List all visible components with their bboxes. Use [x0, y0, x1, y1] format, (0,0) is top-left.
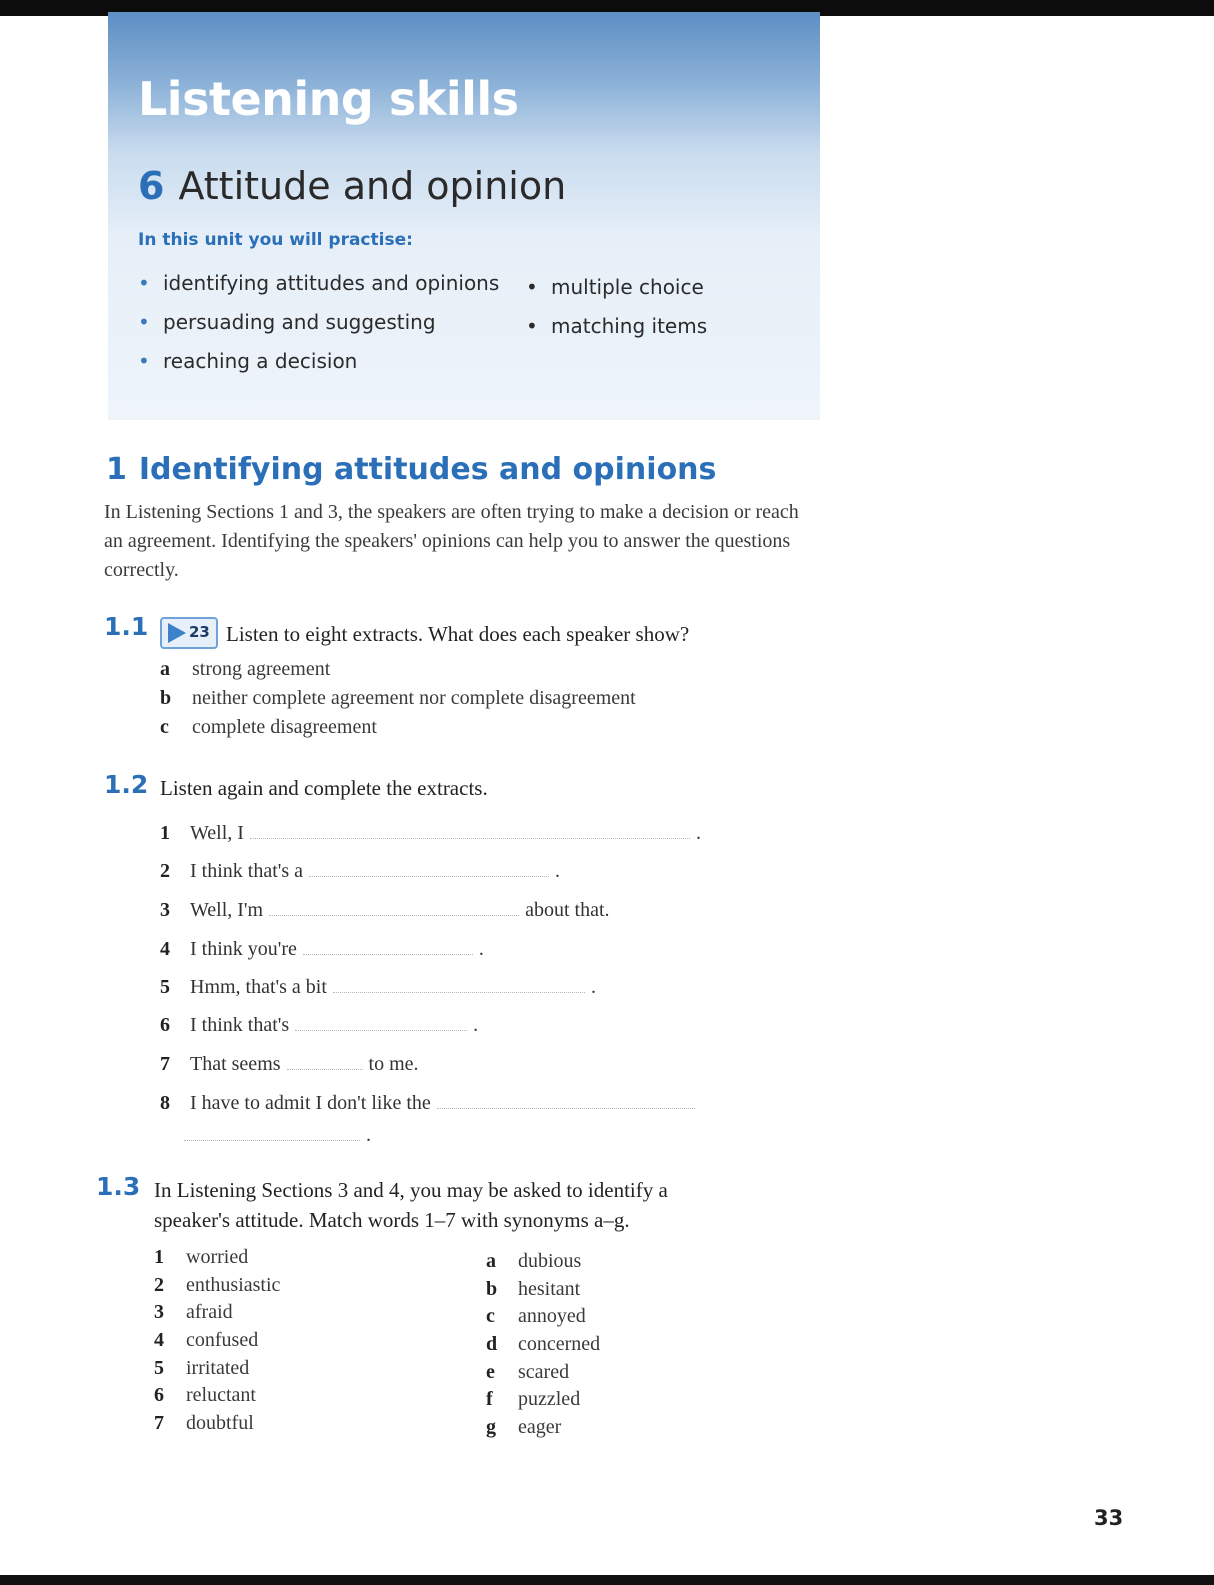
- list-item: b neither complete agreement nor complete disagreement: [160, 687, 636, 709]
- answer-blank[interactable]: [309, 858, 549, 877]
- section-heading: [106, 452, 716, 487]
- list-item: 4 confused: [154, 1329, 259, 1352]
- exercise-number-1-3: 1.3: [96, 1172, 141, 1201]
- practise-list-left: [138, 270, 499, 387]
- list-item: • reaching a decision: [138, 349, 358, 373]
- gap-fill-item: 6 I think that's .: [160, 1014, 479, 1036]
- bullet-icon: •: [138, 349, 150, 373]
- section-title: Identifying attitudes and opinions: [138, 452, 717, 487]
- list-item: f puzzled: [486, 1388, 581, 1411]
- answer-blank[interactable]: [287, 1051, 363, 1070]
- list-item: 3 afraid: [154, 1301, 233, 1324]
- list-item: d concerned: [486, 1333, 601, 1356]
- unit-title: [138, 164, 566, 208]
- gap-fill-item: 8 I have to admit I don't like the: [160, 1090, 701, 1115]
- answer-blank[interactable]: [250, 820, 690, 839]
- exercise-number-1-2: 1.2: [104, 770, 149, 799]
- section-intro: In Listening Sections 1 and 3, the speakers are often trying to make a decision or reach an agreement. Identifying the speakers' opinions can help you to answer the questions correctly.: [104, 501, 799, 581]
- bullet-icon: •: [526, 275, 538, 299]
- synonym-list: [486, 1248, 600, 1442]
- list-item: • persuading and suggesting: [138, 310, 436, 334]
- answer-blank[interactable]: [269, 897, 519, 916]
- answer-blank[interactable]: [184, 1122, 360, 1141]
- answer-blank[interactable]: [303, 936, 473, 955]
- list-item: 1 worried: [154, 1246, 249, 1268]
- gap-fill-item: 3 Well, I'm about that.: [160, 899, 610, 921]
- exercise-instruction-1-2: Listen again and complete the extracts.: [160, 776, 488, 800]
- exercise-instruction-1-3-line2: speaker's attitude. Match words 1–7 with synonyms a–g.: [154, 1208, 630, 1232]
- gap-fill-item: 4 I think you're .: [160, 938, 484, 960]
- list-item: • matching items: [526, 314, 708, 338]
- list-item: 7 doubtful: [154, 1412, 254, 1435]
- bullet-icon: •: [138, 310, 150, 334]
- list-item: g eager: [486, 1416, 562, 1439]
- bullet-icon: •: [138, 271, 150, 295]
- answer-options: [160, 656, 636, 743]
- answer-blank[interactable]: [333, 974, 585, 993]
- list-item: e scared: [486, 1360, 570, 1383]
- answer-blank[interactable]: [295, 1012, 467, 1031]
- practise-heading: In this unit you will practise:: [138, 230, 413, 250]
- list-item: a dubious: [486, 1250, 582, 1272]
- gap-fill-item: 1 Well, I .: [160, 822, 701, 844]
- list-item: 6 reluctant: [154, 1384, 256, 1407]
- exercise-number-1-1: 1.1: [104, 612, 149, 641]
- track-number: 23: [189, 623, 210, 641]
- gap-fill-item: 2 I think that's a .: [160, 860, 561, 882]
- answer-blank[interactable]: [437, 1090, 695, 1109]
- exercise-instruction-1-3-line1: In Listening Sections 3 and 4, you may be asked to identify a: [154, 1178, 668, 1202]
- bottom-edge-bar: [0, 1575, 1214, 1585]
- list-item: b hesitant: [486, 1277, 581, 1300]
- list-item: c annoyed: [486, 1305, 586, 1328]
- audio-track-button[interactable]: [160, 617, 218, 649]
- practise-list-right: [526, 274, 707, 352]
- banner-title: Listening skills: [138, 72, 519, 126]
- unit-banner: [108, 12, 820, 420]
- list-item: • identifying attitudes and opinions: [138, 271, 500, 295]
- gap-fill-item: 5 Hmm, that's a bit .: [160, 976, 596, 998]
- bullet-icon: •: [526, 314, 538, 338]
- gap-fill-continuation: .: [184, 1122, 371, 1147]
- list-item: 2 enthusiastic: [154, 1273, 281, 1296]
- gap-fill-item: 7 That seems to me.: [160, 1053, 419, 1075]
- list-item: • multiple choice: [526, 275, 704, 299]
- unit-number: 6: [138, 164, 165, 208]
- section-number: 1: [106, 452, 127, 487]
- list-item: c complete disagreement: [160, 716, 377, 738]
- page-number: 33: [1094, 1506, 1124, 1530]
- play-icon: [168, 623, 186, 643]
- list-item: a strong agreement: [160, 658, 331, 680]
- word-list: [154, 1244, 280, 1438]
- list-item: 5 irritated: [154, 1356, 250, 1379]
- unit-title-text: Attitude and opinion: [178, 164, 567, 208]
- exercise-instruction-1-1: 23 Listen to eight extracts. What does each speaker show?: [160, 620, 689, 652]
